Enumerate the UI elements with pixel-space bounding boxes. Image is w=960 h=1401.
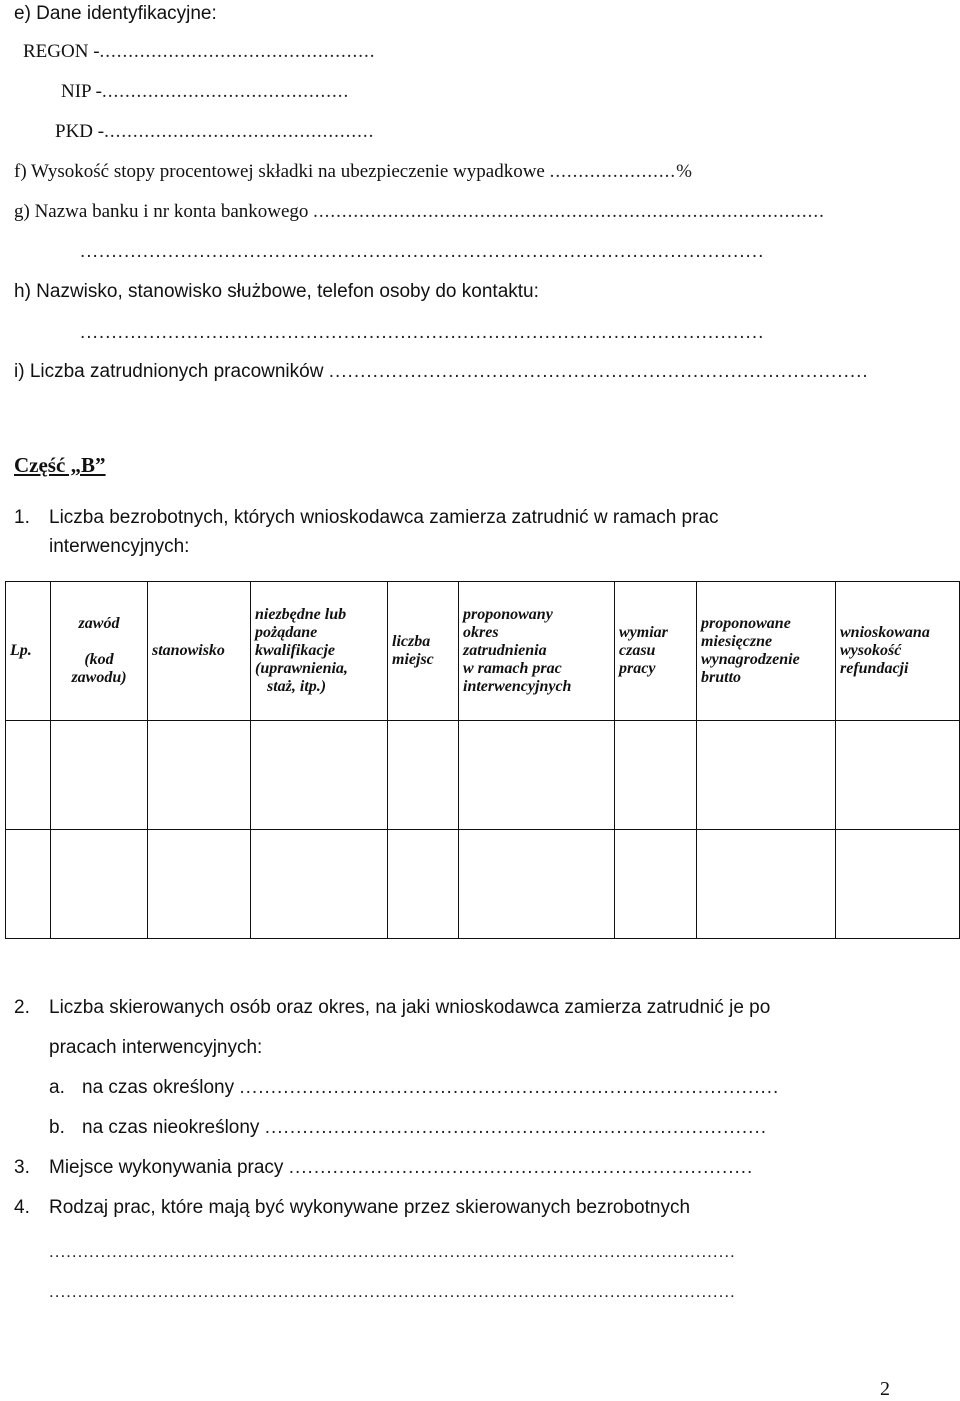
table-header-row — [6, 582, 960, 721]
accident-rate-field[interactable]: ......................% — [549, 161, 693, 182]
q2a-row — [82, 1076, 779, 1100]
col-okres: proponowany okres zatrudnienia w ramach prac interwencyjnych — [459, 582, 615, 721]
table-row — [6, 721, 960, 830]
section-b-heading: Część „B” — [14, 453, 106, 477]
table-cell[interactable] — [697, 830, 836, 939]
nip-label: NIP - — [61, 81, 102, 102]
col-refundacja: wnioskowana wysokość refundacji — [836, 582, 960, 721]
col-lp: Lp. — [6, 582, 51, 721]
item-e-label: e) Dane identyfikacyjne: — [14, 3, 217, 24]
col-liczba-miejsc: liczba miejsc — [388, 582, 459, 721]
job-table — [5, 581, 960, 939]
work-type-field-line2[interactable]: ........................................................................................................................ — [49, 1282, 736, 1301]
table-row — [6, 830, 960, 939]
bank-field-line2[interactable]: ............................................................................................................. — [80, 241, 765, 262]
q3-num: 3. — [14, 1157, 30, 1178]
bank-field[interactable]: ......................................................................................... — [313, 201, 825, 222]
item-g-row — [14, 200, 825, 224]
item-g-label: g) Nazwa banku i nr konta bankowego — [14, 201, 309, 222]
q4-text: Rodzaj prac, które mają być wykonywane przez skierowanych bezrobotnych — [49, 1197, 691, 1218]
q1-num: 1. — [14, 507, 30, 528]
employees-count-field[interactable]: ...................................................................................... — [328, 361, 869, 382]
table-cell[interactable] — [459, 830, 615, 939]
table-cell[interactable] — [388, 721, 459, 830]
q1-line1: Liczba bezrobotnych, których wnioskodawca zamierza zatrudnić w ramach prac — [49, 507, 719, 528]
table-cell[interactable] — [251, 830, 388, 939]
table-cell[interactable] — [51, 830, 148, 939]
q2b-text: na czas nieokreślony — [82, 1117, 260, 1138]
item-h-label: h) Nazwisko, stanowisko służbowe, telefon osoby do kontaktu: — [14, 281, 539, 302]
q2-line1: Liczba skierowanych osób oraz okres, na jaki wnioskodawca zamierza zatrudnić je po — [49, 997, 771, 1018]
q2a-text: na czas określony — [82, 1077, 235, 1098]
fixed-term-field[interactable]: ...................................................................................... — [239, 1077, 780, 1098]
col-wymiar: wymiar czasu pracy — [615, 582, 697, 721]
table-cell[interactable] — [6, 721, 51, 830]
contact-person-field[interactable]: ............................................................................................................. — [80, 322, 765, 343]
table-cell[interactable] — [388, 830, 459, 939]
table-cell[interactable] — [6, 830, 51, 939]
col-zawod: zawód (kod zawodu) — [51, 582, 148, 721]
pkd-field[interactable]: ............................................... — [104, 121, 375, 142]
q3-row — [49, 1156, 753, 1180]
indefinite-term-field[interactable]: ................................................................................ — [264, 1117, 768, 1138]
col-wynagrodzenie: proponowane miesięczne wynagrodzenie brutto — [697, 582, 836, 721]
q2-line2: pracach interwencyjnych: — [49, 1037, 263, 1058]
q2b-label: b. — [49, 1117, 65, 1138]
pkd-row — [55, 120, 374, 144]
work-type-field-line1[interactable]: ........................................................................................................................ — [49, 1242, 736, 1261]
table-cell[interactable] — [51, 721, 148, 830]
item-i-row — [14, 360, 869, 384]
pkd-label: PKD - — [55, 121, 105, 142]
table-cell[interactable] — [615, 830, 697, 939]
q4-num: 4. — [14, 1197, 30, 1218]
regon-field[interactable]: ................................................ — [99, 41, 376, 62]
regon-label: REGON - — [23, 41, 100, 62]
col-kwalifikacje: niezbędne lub pożądane kwalifikacje (uprawnienia, staż, itp.) — [251, 582, 388, 721]
col-stanowisko: stanowisko — [148, 582, 251, 721]
page-number: 2 — [880, 1378, 890, 1400]
table-cell[interactable] — [615, 721, 697, 830]
q2b-row — [82, 1116, 767, 1140]
table-cell[interactable] — [459, 721, 615, 830]
workplace-field[interactable]: .......................................................................... — [288, 1157, 754, 1178]
item-f-label: f) Wysokość stopy procentowej składki na ubezpieczenie wypadkowe — [14, 161, 545, 182]
table-cell[interactable] — [836, 830, 960, 939]
q3-text: Miejsce wykonywania pracy — [49, 1157, 284, 1178]
table-cell[interactable] — [836, 721, 960, 830]
regon-row — [23, 40, 376, 64]
q2-num: 2. — [14, 997, 30, 1018]
table-cell[interactable] — [697, 721, 836, 830]
nip-field[interactable]: ........................................... — [102, 81, 350, 102]
q1-line2: interwencyjnych: — [49, 536, 190, 557]
nip-row — [61, 80, 349, 104]
item-i-label: i) Liczba zatrudnionych pracowników — [14, 361, 324, 382]
q2a-label: a. — [49, 1077, 65, 1098]
table-cell[interactable] — [148, 721, 251, 830]
table-cell[interactable] — [148, 830, 251, 939]
table-cell[interactable] — [251, 721, 388, 830]
item-f-row — [14, 160, 693, 184]
